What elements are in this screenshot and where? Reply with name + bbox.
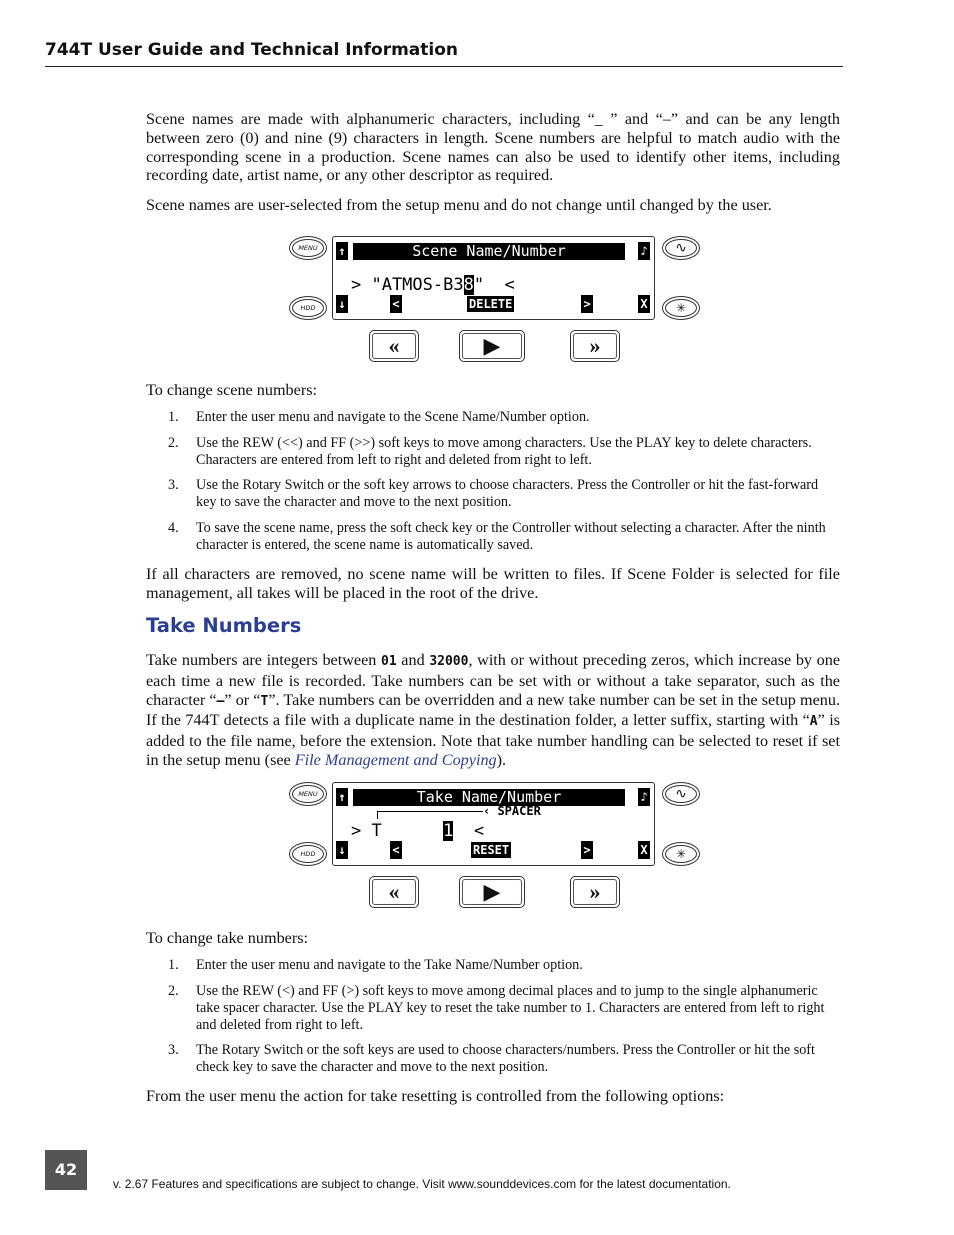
list-item: 2. Use the REW (<<) and FF (>>) soft keys to move among characters. Use the PLAY key to delete characters. Characters are entered from left to right and deleted from right to left. bbox=[168, 434, 812, 468]
left-soft-key: < bbox=[390, 295, 402, 313]
up-arrow-icon: ↑ bbox=[336, 242, 348, 260]
take-number-value: > T 1 < bbox=[351, 821, 485, 841]
play-icon: ▶ bbox=[459, 330, 525, 362]
play-icon: ▶ bbox=[459, 876, 525, 908]
intro-paragraph-1: Scene names are made with alphanumeric characters, including “_ ” and “–” and can be any length between zero (0) and nine (9) characters in length. Scene numbers are helpful to match audio with the corresponding scene in a production. Scene names can also be used to identify other items, including recording date, artist name, or any other descriptor as required. bbox=[146, 110, 840, 185]
take-numbers-heading: Take Numbers bbox=[146, 614, 302, 637]
scene-steps-list bbox=[146, 409, 840, 562]
down-arrow-icon: ↓ bbox=[336, 295, 348, 313]
scene-name-value: > "ATMOS-B38" < bbox=[351, 275, 515, 295]
reset-soft-key: RESET bbox=[473, 843, 510, 857]
lcd-screen bbox=[332, 782, 655, 866]
list-item: 3. Use the Rotary Switch or the soft key arrows to choose characters. Press the Controller or hit the fast-forward key to save the character and move to the next position. bbox=[168, 477, 819, 510]
scene-steps-intro: To change scene numbers: bbox=[146, 381, 318, 399]
take-number-cursor: 1 bbox=[443, 821, 454, 841]
lcd-title: Scene Name/Number bbox=[353, 243, 625, 260]
scene-name-display-figure bbox=[285, 236, 705, 371]
scene-outro-paragraph: If all characters are removed, no scene name will be written to files. If Scene Folder is selected for file management, all takes will be placed in the root of the drive. bbox=[146, 565, 840, 602]
cursor-char: 8 bbox=[463, 275, 474, 295]
menu-button: MENU bbox=[289, 236, 327, 260]
list-item: 4. To save the scene name, press the soft check key or the Controller without selecting a character. After the ninth character is entered, the scene name is automatically saved. bbox=[168, 519, 826, 553]
menu-button: MENU bbox=[289, 782, 327, 806]
sine-wave-icon: ∿ bbox=[662, 236, 700, 260]
up-arrow-icon: ↑ bbox=[336, 788, 348, 806]
take-name-display-figure bbox=[285, 782, 705, 917]
left-soft-key: < bbox=[390, 841, 402, 859]
header-rule bbox=[45, 66, 843, 67]
right-soft-key: > bbox=[581, 295, 593, 313]
hdd-button: HDD bbox=[289, 842, 327, 866]
rewind-icon: « bbox=[369, 876, 419, 908]
down-arrow-icon: ↓ bbox=[336, 841, 348, 859]
delete-soft-key: DELETE bbox=[469, 297, 513, 311]
fast-forward-icon: » bbox=[570, 330, 620, 362]
x-icon: X bbox=[638, 295, 650, 313]
light-icon: ✳ bbox=[662, 842, 700, 866]
list-item: 3. The Rotary Switch or the soft keys are used to choose characters/numbers. Press the Controller or hit the soft check key to save the character and move to the next position. bbox=[168, 1042, 815, 1075]
lcd-title: Take Name/Number bbox=[353, 789, 625, 806]
take-steps-list bbox=[146, 957, 840, 1085]
list-item: 1. Enter the user menu and navigate to the Take Name/Number option. bbox=[168, 957, 583, 973]
footer-text: v. 2.67 Features and specifications are subject to change. Visit www.sounddevices.com for the latest documentation. bbox=[113, 1177, 731, 1191]
intro-paragraph-2: Scene names are user-selected from the setup menu and do not change until changed by the user. bbox=[146, 196, 772, 214]
list-item: 1. Enter the user menu and navigate to the Scene Name/Number option. bbox=[168, 409, 590, 425]
spacer-label: ‹ SPACER bbox=[483, 804, 541, 818]
running-header: 744T User Guide and Technical Information bbox=[45, 40, 458, 60]
music-note-icon: ♪ bbox=[638, 242, 650, 260]
take-steps-intro: To change take numbers: bbox=[146, 929, 309, 947]
take-numbers-paragraph: Take numbers are integers between 01 and 32000, with or without preceding zeros, which increase by one each time a new file is recorded. Take numbers can be set with or without a take separator, such as the character “–” or “T”. Take numbers can be overridden and a new take number can be set in the setup menu. If the 744T detects a file with a duplicate name in the destination folder, a letter suffix, starting with “A” is added to the file name, before the extension. Note that take number handling can be selected to reset if set in the setup menu (see File Management and Copying). bbox=[146, 651, 841, 769]
take-outro-paragraph: From the user menu the action for take resetting is controlled from the following options: bbox=[146, 1087, 725, 1105]
x-icon: X bbox=[638, 841, 650, 859]
right-soft-key: > bbox=[581, 841, 593, 859]
rewind-icon: « bbox=[369, 330, 419, 362]
spacer-pointer-line bbox=[377, 811, 483, 812]
hdd-button: HDD bbox=[289, 296, 327, 320]
file-management-link[interactable]: File Management and Copying bbox=[294, 750, 497, 769]
lcd-screen bbox=[332, 236, 655, 320]
music-note-icon: ♪ bbox=[638, 788, 650, 806]
page-number: 42 bbox=[45, 1150, 87, 1190]
fast-forward-icon: » bbox=[570, 876, 620, 908]
sine-wave-icon: ∿ bbox=[662, 782, 700, 806]
light-icon: ✳ bbox=[662, 296, 700, 320]
list-item: 2. Use the REW (<) and FF (>) soft keys to move among decimal places and to jump to the single alphanumeric take spacer character. Use the PLAY key to reset the take number to 1. Characters are entered from left to right and deleted from right to left. bbox=[168, 982, 825, 1033]
